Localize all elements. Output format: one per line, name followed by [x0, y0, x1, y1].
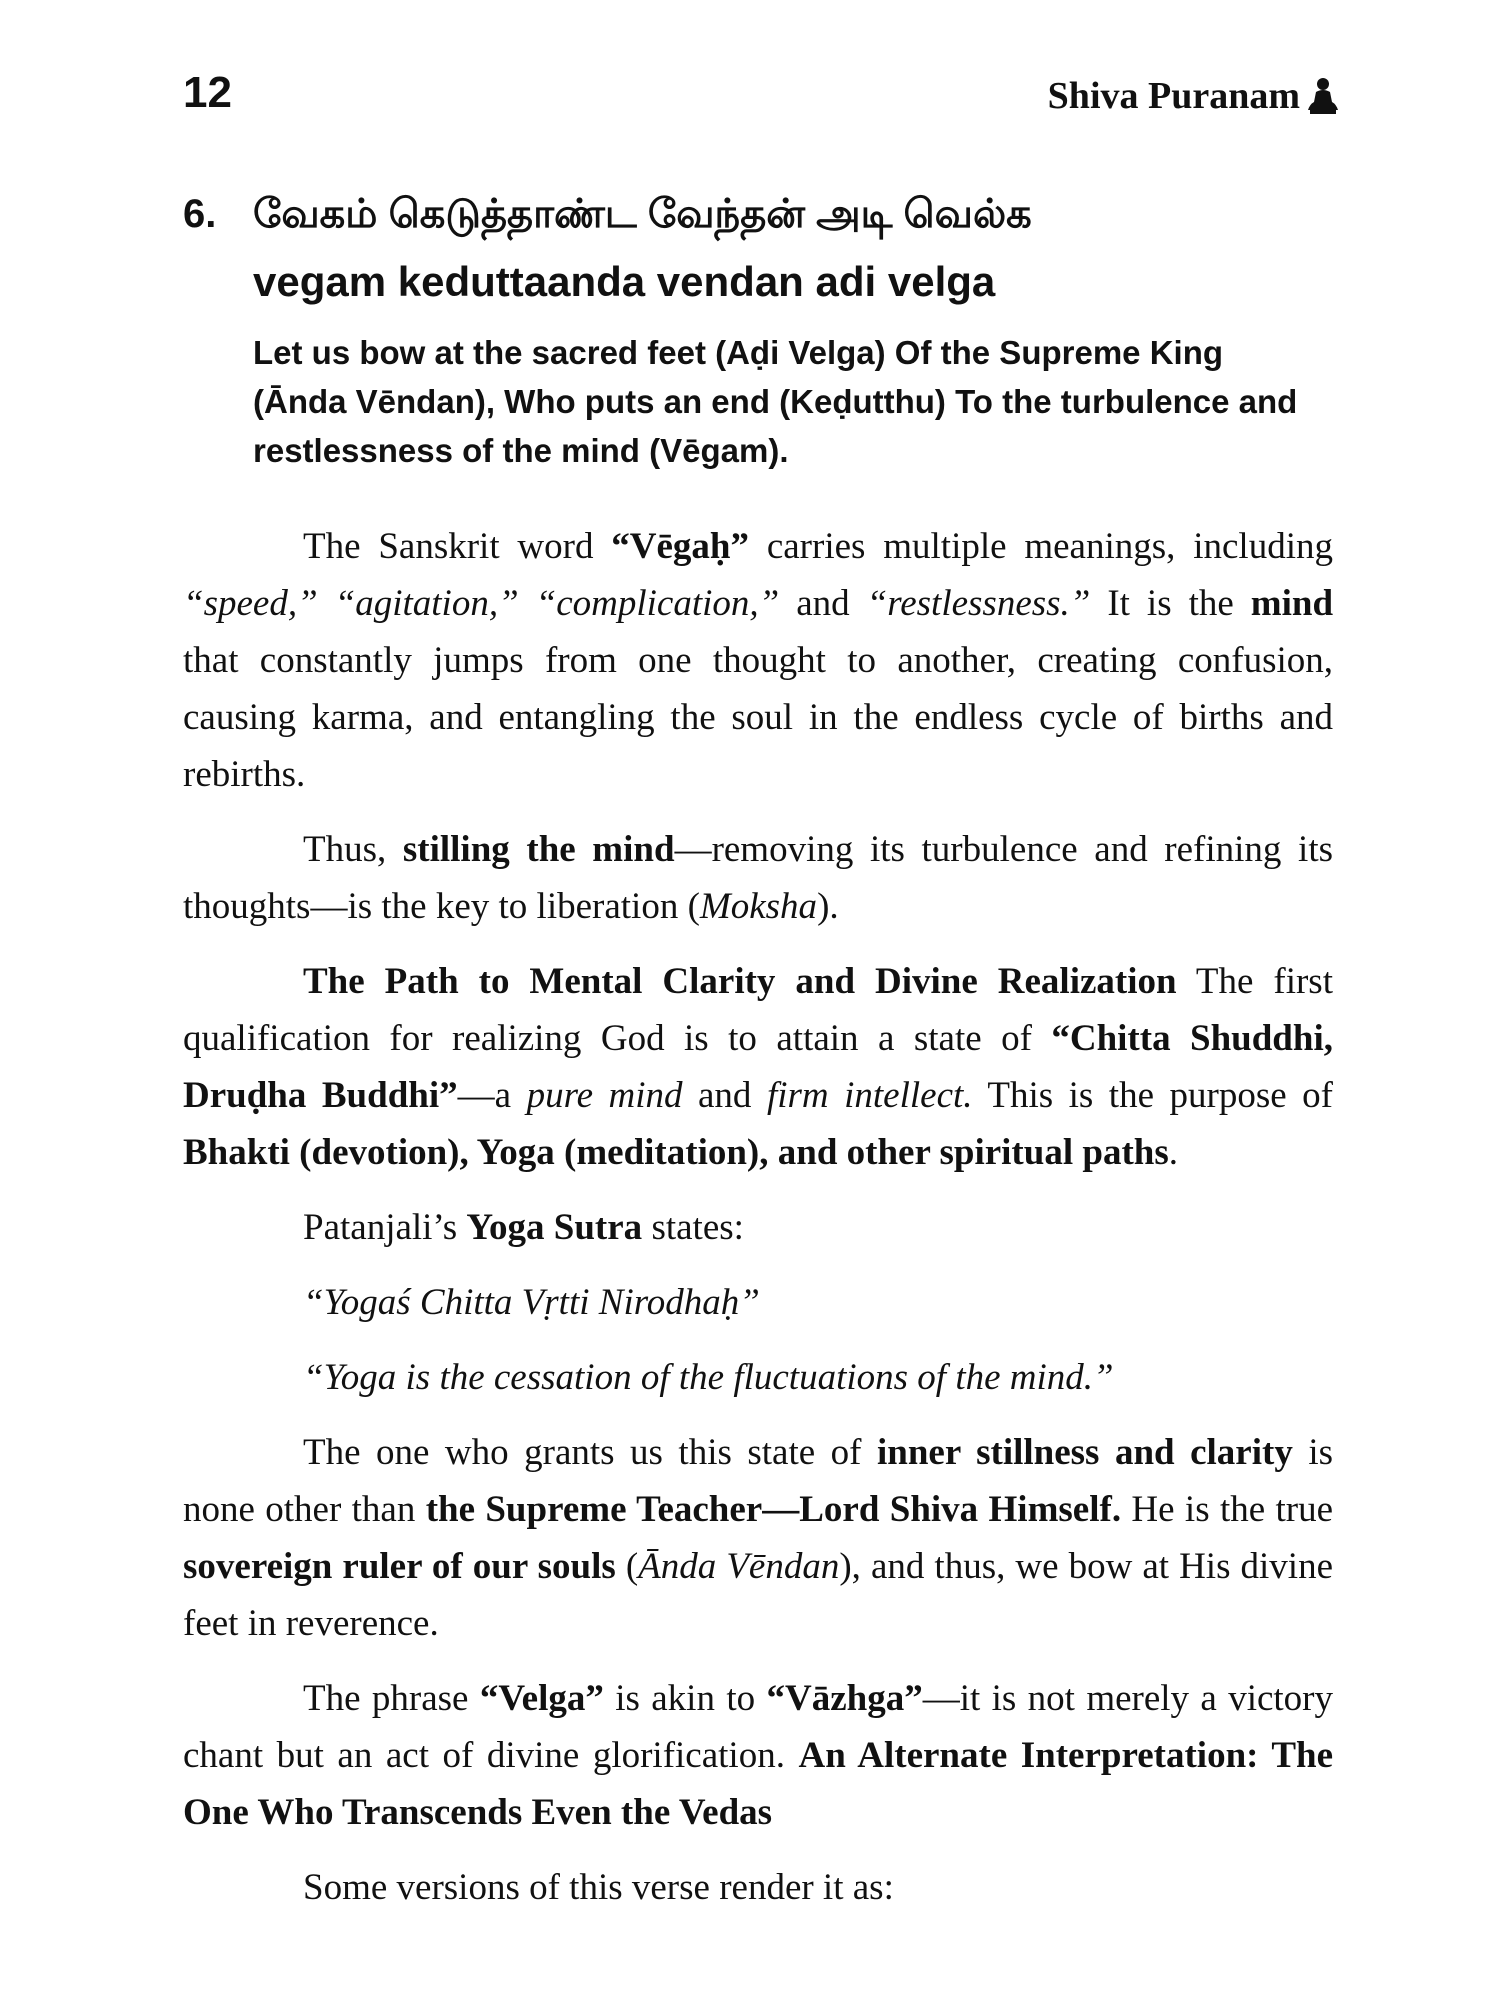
text-run	[318, 583, 335, 624]
italic-run: “Yoga is the cessation of the fluctuations of the mind.”	[303, 1357, 1114, 1398]
text-run: The phrase	[303, 1678, 480, 1719]
bold-run: the Supreme Teacher—Lord Shiva Himself.	[425, 1489, 1122, 1530]
bold-run: “Vāzhga”	[766, 1678, 923, 1719]
verse-block	[183, 192, 1343, 475]
text-run: and	[682, 1075, 767, 1116]
quote-sanskrit	[183, 1274, 1333, 1331]
text-run	[519, 583, 536, 624]
page-number: 12	[183, 68, 232, 117]
italic-run: “agitation,”	[334, 583, 519, 624]
paragraph-teacher	[183, 1424, 1333, 1652]
quote-english	[183, 1349, 1333, 1406]
bold-run: inner stillness and clarity	[877, 1432, 1293, 1473]
text-run: This is the purpose of	[972, 1075, 1333, 1116]
text-run: carries multiple meanings, including	[749, 526, 1333, 567]
text-run: —removing its turbulence and refining its thoughts—is the key to liberation (	[183, 829, 1333, 927]
verse-transliteration: vegam keduttaanda vendan adi velga	[253, 258, 996, 305]
text-run: ).	[817, 886, 839, 927]
italic-run: Ānda Vēndan	[638, 1546, 840, 1587]
italic-run: “Yogaś Chitta Vṛtti Nirodhaḥ”	[303, 1282, 760, 1323]
verse-tamil-line	[183, 192, 1343, 242]
text-run: —it is not merely a victory chant but an act of divine glorification.	[183, 1678, 1333, 1776]
seated-figure-icon	[1306, 76, 1340, 116]
text-run: It is the	[1090, 583, 1251, 624]
text-run: is akin to	[603, 1678, 767, 1719]
verse-tamil-text: வேகம் கெடுத்தாண்ட வேந்தன் அடி வெல்க	[253, 192, 1032, 236]
bold-run: “Chitta Shuddhi, Druḍha Buddhi”	[183, 1018, 1333, 1116]
italic-run: firm intellect.	[766, 1075, 973, 1116]
bold-run: The Path to Mental Clarity and Divine Realization	[303, 961, 1177, 1002]
running-title: Shiva Puranam	[1047, 75, 1300, 117]
bold-run: “Vēgaḥ”	[611, 526, 750, 567]
paragraph-patanjali	[183, 1199, 1333, 1256]
text-run: The first qualification for realizing God is to attain a state of	[183, 961, 1333, 1059]
text-run: He is the true	[1121, 1489, 1334, 1530]
text-run: The one who grants us this state of	[303, 1432, 877, 1473]
paragraph-vegah	[183, 518, 1333, 803]
text-run: and	[779, 583, 867, 624]
italic-run: “speed,”	[183, 583, 318, 624]
text-run: Thus,	[303, 829, 403, 870]
body-text	[183, 518, 1333, 1916]
text-run: .	[1168, 1132, 1178, 1173]
paragraph-velga	[183, 1670, 1333, 1841]
bold-run: stilling the mind	[402, 829, 675, 870]
paragraph-stilling	[183, 821, 1333, 935]
text-run: ), and thus, we bow at His divine feet in reverence.	[183, 1546, 1334, 1644]
text-run: that constantly jumps from one thought to another, creating confusion, causing karma, and entangling the soul in the endless cycle of births and rebirths.	[183, 640, 1333, 795]
text-run: Patanjali’s	[303, 1207, 467, 1248]
italic-run: Moksha	[699, 886, 818, 927]
bold-run: mind	[1250, 583, 1334, 624]
paragraph-versions	[183, 1859, 1333, 1916]
running-header	[1048, 74, 1340, 118]
text-run: The Sanskrit word	[303, 526, 612, 567]
bold-run: sovereign ruler of our souls	[183, 1546, 616, 1587]
paragraph-path	[183, 953, 1333, 1181]
bold-run: “Velga”	[479, 1678, 604, 1719]
bold-run: Yoga Sutra	[466, 1207, 643, 1248]
text-run: Some versions of this verse render it as:	[303, 1867, 894, 1908]
text-run: states:	[642, 1207, 744, 1248]
text-run: —a	[457, 1075, 527, 1116]
verse-number: 6.	[183, 192, 217, 236]
text-run: (	[615, 1546, 639, 1587]
italic-run: “restlessness.”	[866, 583, 1091, 624]
italic-run: “complication,”	[535, 583, 780, 624]
text-run: is none other than	[183, 1432, 1333, 1530]
italic-run: pure mind	[526, 1075, 683, 1116]
verse-translation: Let us bow at the sacred feet (Aḍi Velga) Of the Supreme King (Ānda Vēndan), Who puts an end (Keḍutthu) To the turbulence and restlessness of the mind (Vēgam).	[253, 334, 1298, 469]
bold-run: Bhakti (devotion), Yoga (meditation), and other spiritual paths	[183, 1132, 1169, 1173]
bold-run: An Alternate Interpretation: The One Who Transcends Even the Vedas	[183, 1735, 1333, 1833]
